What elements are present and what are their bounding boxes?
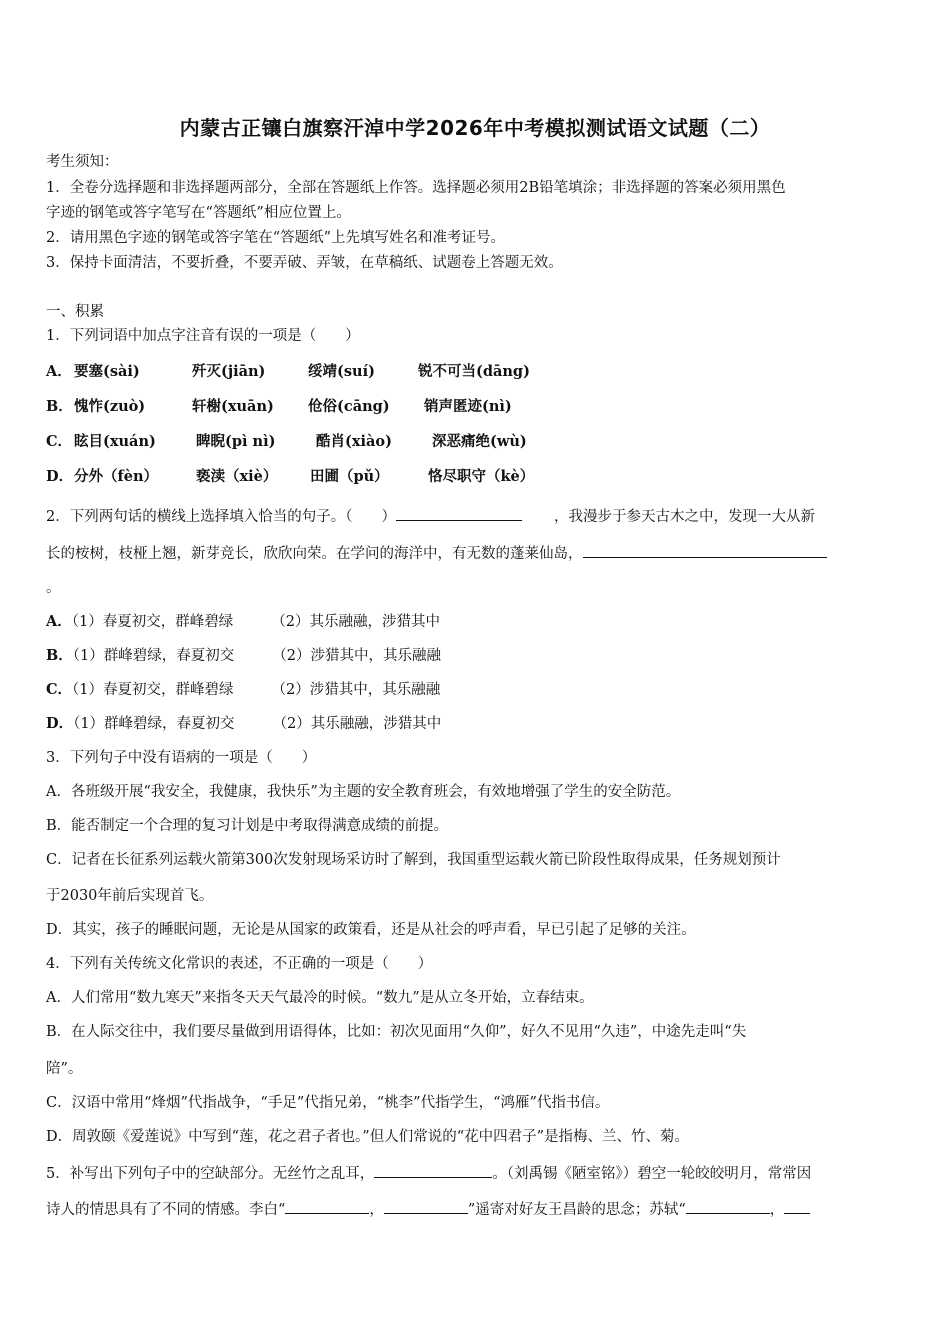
option-item: 深恶痛绝(wù)	[432, 433, 527, 450]
q2-option-c	[46, 680, 906, 700]
option-item: 轩榭(xuān)	[192, 398, 274, 415]
q5-line1-start: 5．补写出下列句子中的空缺部分。无丝竹之乱耳，	[46, 1166, 375, 1182]
question-1-stem: 1．下列词语中加点字注音有误的一项是（ ）	[46, 328, 360, 344]
option-label: D．	[46, 468, 74, 485]
q4-option-c: C．汉语中常用“烽烟”代指战争，“手足”代指兄弟，“桃李”代指学生，“鸿雁”代指书信。	[46, 1095, 610, 1111]
question-4-stem: 4．下列有关传统文化常识的表述，不正确的一项是（ ）	[46, 956, 433, 972]
option-item: 歼灭(jiān)	[192, 363, 266, 380]
option-label: D．	[46, 715, 74, 732]
option-part-2: （2）涉猎其中，其乐融融	[272, 648, 441, 664]
option-label: B．	[46, 647, 73, 664]
q5-comma-2: ，	[769, 1202, 785, 1218]
notice-item-3: 3．保持卡面清洁，不要折叠，不要弄破、弄皱，在草稿纸、试题卷上答题无效。	[46, 255, 563, 271]
notice-heading: 考生须知：	[46, 154, 119, 170]
q3-option-d: D．其实，孩子的睡眠问题，无论是从国家的政策看，还是从社会的呼声看，早已引起了足够的关注。	[46, 922, 696, 938]
q3-option-c-cont: 于2030年前后实现首飞。	[46, 888, 214, 904]
answer-blank	[686, 1197, 770, 1214]
answer-blank	[583, 541, 827, 558]
page-title: 内蒙古正镶白旗察汗淖中学2026年中考模拟测试语文试题（二）	[179, 116, 771, 140]
q2-option-d	[46, 714, 906, 734]
q5-line1-end: 。（刘禹锡《陋室铭》）碧空一轮皎皎明月，常常因	[492, 1166, 812, 1182]
q5-comma-1: ，	[369, 1202, 384, 1218]
q5-line2-middle: ”遥寄对好友王昌龄的思念；苏轼“	[467, 1202, 686, 1218]
option-label: C．	[46, 433, 73, 450]
option-item: 恪尽职守（kè）	[428, 468, 535, 485]
option-item: 酷肖(xiào)	[316, 433, 392, 450]
option-label: A．	[46, 613, 72, 630]
option-item: 锐不可当(dāng)	[418, 363, 530, 380]
option-item: 睥睨(pì nì)	[196, 433, 276, 450]
q2-stem-middle: ，我漫步于参天古木之中，发现一大从新	[553, 509, 815, 525]
q3-option-c: C．记者在长征系列运载火箭第300次发射现场采访时了解到，我国重型运载火箭已阶段性取得成果，任务规划预计	[46, 852, 781, 868]
question-2-stem-cont	[46, 541, 906, 564]
q4-option-b-cont: 陪”。	[46, 1061, 83, 1077]
option-part-1: （1）春夏初交，群峰碧绿	[71, 614, 234, 630]
option-part-2: （2）其乐融融，涉猎其中	[271, 614, 440, 630]
answer-blank	[285, 1197, 369, 1214]
question-5-stem	[46, 1161, 906, 1184]
option-item: 绥靖(suí)	[308, 363, 375, 380]
q2-option-a	[46, 612, 906, 632]
option-part-1: （1）群峰碧绿，春夏初交	[73, 716, 235, 732]
question-3-stem: 3．下列句子中没有语病的一项是（ ）	[46, 750, 317, 766]
q4-option-d: D．周敦颐《爱莲说》中写到“莲，花之君子者也。”但人们常说的“花中四君子”是指梅、兰、竹、菊。	[46, 1129, 690, 1145]
q2-option-b	[46, 646, 906, 666]
q2-stem-start: 2．下列两句话的横线上选择填入恰当的句子。（ ）	[46, 509, 396, 525]
option-label: A．	[46, 363, 72, 380]
option-label: B．	[46, 398, 73, 415]
question-5-stem-cont	[46, 1197, 906, 1220]
option-label: C．	[46, 681, 73, 698]
q4-option-a: A．人们常用“数九寒天”来指冬天天气最冷的时候。“数九”是从立冬开始，立春结束。	[46, 990, 594, 1006]
q3-option-a: A．各班级开展“我安全，我健康，我快乐”为主题的安全教育班会，有效地增强了学生的安全防范。	[46, 784, 681, 800]
option-item: 分外（fèn）	[74, 468, 159, 485]
option-part-2: （2）涉猎其中，其乐融融	[271, 682, 441, 698]
notice-item-1-cont: 字迹的钢笔或答字笔写在“答题纸”相应位置上。	[46, 205, 351, 221]
option-item: 田圃（pǔ）	[310, 468, 389, 485]
option-part-2: （2）其乐融融，涉猎其中	[272, 716, 442, 732]
answer-blank	[396, 504, 522, 521]
q3-option-b: B．能否制定一个合理的复习计划是中考取得满意成绩的前提。	[46, 818, 449, 834]
notice-item-2: 2．请用黑色字迹的钢笔或答字笔在“答题纸”上先填写姓名和准考证号。	[46, 230, 506, 246]
q2-stem-line2: 长的桉树，枝桠上翘，新芽竞长，欣欣向荣。在学问的海洋中，有无数的蓬莱仙岛，	[46, 546, 583, 562]
notice-item-1: 1．全卷分选择题和非选择题两部分，全部在答题纸上作答。选择题必须用2B铅笔填涂；非选择题的答案必须用黑色	[46, 180, 786, 196]
option-item: 要塞(sài)	[74, 363, 140, 380]
option-part-1: （1）群峰碧绿，春夏初交	[72, 648, 235, 664]
section-heading: 一、积累	[46, 304, 104, 320]
option-item: 眩目(xuán)	[74, 433, 156, 450]
answer-blank	[374, 1161, 492, 1178]
option-item: 愧怍(zuò)	[74, 398, 146, 415]
option-item: 伧俗(cāng)	[308, 398, 390, 415]
q2-stem-end: 。	[46, 580, 61, 596]
question-2-stem	[46, 504, 906, 527]
answer-blank	[384, 1197, 468, 1214]
option-item: 销声匿迹(nì)	[424, 398, 512, 415]
q5-line2-start: 诗人的情思具有了不同的情感。李白“	[46, 1202, 286, 1218]
option-item: 亵渎（xiè）	[196, 468, 278, 485]
answer-blank	[784, 1197, 810, 1214]
option-part-1: （1）春夏初交，群峰碧绿	[72, 682, 234, 698]
q4-option-b: B．在人际交往中，我们要尽量做到用语得体，比如：初次见面用“久仰”，好久不见用“久违”，中途先走叫“失	[46, 1024, 747, 1040]
